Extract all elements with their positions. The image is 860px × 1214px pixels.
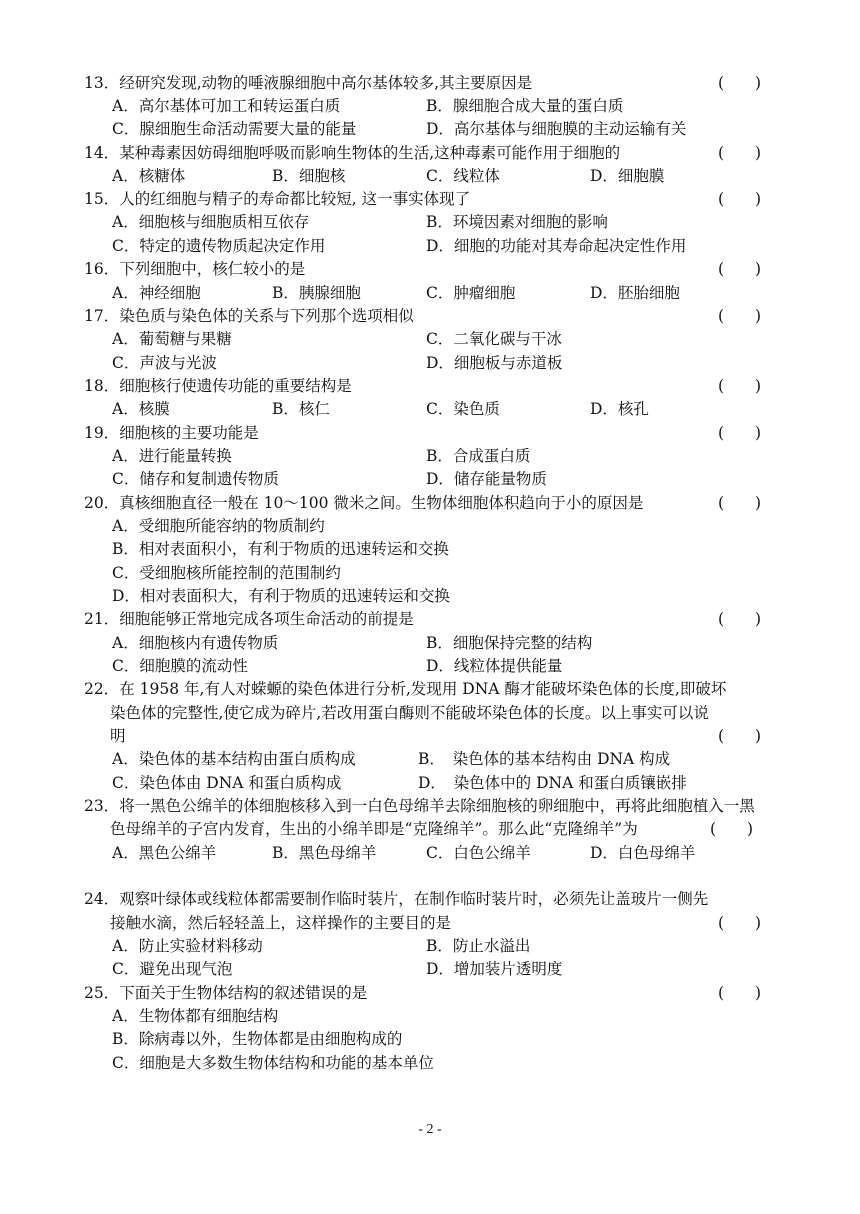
option-c: C．肿瘤细胞	[426, 284, 516, 302]
option-b: B．细胞核	[272, 167, 346, 185]
question-22-line-1: 22．在 1958 年,有人对蝾螈的染色体进行分析,发现用 DNA 酶才能破坏染色体的长度,即破坏	[84, 680, 727, 698]
option-a: A．防止实验材料移动	[112, 937, 263, 955]
option-b: B．防止水溢出	[426, 937, 531, 955]
question-20-stem: 20．真核细胞直径一般在 10～100 微米之间。生物体细胞体积趋向于小的原因是	[84, 494, 644, 512]
option-b: B． 染色体的基本结构由 DNA 构成	[418, 750, 671, 768]
option-b: B．胰腺细胞	[272, 284, 361, 302]
option-d: D．细胞膜	[590, 167, 665, 185]
question-13-stem: 13．经研究发现,动物的唾液腺细胞中高尔基体较多,其主要原因是	[84, 74, 533, 92]
option-b: B．合成蛋白质	[426, 447, 531, 465]
option-d: D．储存能量物质	[426, 470, 547, 488]
option-a: A．高尔基体可加工和转运蛋白质	[112, 97, 341, 115]
question-23-line-2: 色母绵羊的子宫内发育，生出的小绵羊即是“克隆绵羊”。那么此“克隆绵羊”为	[110, 820, 638, 838]
option-d: D．相对表面积大，有利于物质的迅速转运和交换	[112, 587, 450, 605]
option-b: B．环境因素对细胞的影响	[426, 213, 608, 231]
answer-bracket: ( )	[718, 494, 762, 512]
question-18-stem: 18．细胞核行使遗传功能的重要结构是	[84, 377, 352, 395]
option-b: B．除病毒以外，生物体都是由细胞构成的	[112, 1030, 403, 1048]
question-15-stem: 15．人的红细胞与精子的寿命都比较短, 这一事实体现了	[84, 190, 471, 208]
option-c: C．染色体由 DNA 和蛋白质构成	[112, 774, 342, 792]
option-a: A．进行能量转换	[112, 447, 232, 465]
answer-bracket: ( )	[718, 377, 762, 395]
question-23-line-1: 23．将一黑色公绵羊的体细胞核移入到一白色母绵羊去除细胞核的卵细胞中，再将此细胞植入一黑	[84, 797, 755, 815]
option-d: D．核孔	[590, 400, 649, 418]
option-a: A．受细胞所能容纳的物质制约	[112, 517, 325, 535]
answer-bracket: ( )	[718, 984, 762, 1002]
option-a: A．核糖体	[112, 167, 186, 185]
question-14-stem: 14．某种毒素因妨碍细胞呼吸而影响生物体的生活,这种毒素可能作用于细胞的	[84, 144, 621, 162]
option-c: C．避免出现气泡	[112, 960, 233, 978]
question-24-line-2: 接触水滴，然后轻轻盖上，这样操作的主要目的是	[110, 914, 452, 932]
answer-bracket: ( )	[718, 190, 762, 208]
option-a: A．细胞核与细胞质相互依存	[112, 213, 310, 231]
question-25-stem: 25．下面关于生物体结构的叙述错误的是	[84, 984, 368, 1002]
option-c: C．特定的遗传物质起决定作用	[112, 237, 326, 255]
option-a: A．染色体的基本结构由蛋白质构成	[112, 750, 356, 768]
answer-bracket: ( )	[710, 820, 754, 838]
page-number: - 2 -	[418, 1122, 442, 1137]
option-a: A．葡萄糖与果糖	[112, 330, 232, 348]
option-d: D．线粒体提供能量	[426, 657, 563, 675]
option-d: D．细胞板与赤道板	[426, 354, 563, 372]
option-c: C．腺细胞生命活动需要大量的能量	[112, 120, 357, 138]
option-a: A．神经细胞	[112, 284, 201, 302]
option-d: D．胚胎细胞	[590, 284, 680, 302]
answer-bracket: ( )	[718, 144, 762, 162]
option-d: D．高尔基体与细胞膜的主动运输有关	[426, 120, 687, 138]
answer-bracket: ( )	[718, 610, 762, 628]
question-24-line-1: 24．观察叶绿体或线粒体都需要制作临时装片，在制作临时装片时，必须先让盖玻片一侧先	[84, 890, 709, 908]
question-22-line-3: 明	[110, 727, 126, 745]
answer-bracket: ( )	[718, 424, 762, 442]
option-c: C．染色质	[426, 400, 500, 418]
option-d: D．细胞的功能对其寿命起决定性作用	[426, 237, 687, 255]
option-c: C．线粒体	[426, 167, 500, 185]
question-17-stem: 17．染色质与染色体的关系与下列那个选项相似	[84, 307, 414, 325]
question-19-stem: 19．细胞核的主要功能是	[84, 424, 259, 442]
option-c: C．细胞是大多数生物体结构和功能的基本单位	[112, 1054, 434, 1072]
answer-bracket: ( )	[718, 914, 762, 932]
option-b: B．黑色母绵羊	[272, 844, 377, 862]
option-a: A．黑色公绵羊	[112, 844, 217, 862]
option-c: C．储存和复制遗传物质	[112, 470, 279, 488]
answer-bracket: ( )	[718, 727, 762, 745]
option-c: C．细胞膜的流动性	[112, 657, 248, 675]
option-b: B．相对表面积小，有利于物质的迅速转运和交换	[112, 540, 449, 558]
question-16-stem: 16．下列细胞中，核仁较小的是	[84, 260, 306, 278]
option-b: C．二氧化碳与干冰	[426, 330, 562, 348]
question-22-line-2: 染色体的完整性,使它成为碎片,若改用蛋白酶则不能破坏染色体的长度。以上事实可以说	[110, 704, 709, 722]
option-d: D．白色母绵羊	[590, 844, 696, 862]
option-d: D． 染色体中的 DNA 和蛋白质镶嵌排	[418, 774, 687, 792]
option-a: A．生物体都有细胞结构	[112, 1007, 279, 1025]
answer-bracket: ( )	[718, 307, 762, 325]
option-c: C．白色公绵羊	[426, 844, 531, 862]
option-b: B．腺细胞合成大量的蛋白质	[426, 97, 624, 115]
answer-bracket: ( )	[718, 260, 762, 278]
option-b: B．细胞保持完整的结构	[426, 634, 593, 652]
option-d: D．增加装片透明度	[426, 960, 563, 978]
question-21-stem: 21．细胞能够正常地完成各项生命活动的前提是	[84, 610, 414, 628]
option-c: C．声波与光波	[112, 354, 217, 372]
option-c: C．受细胞核所能控制的范围制约	[112, 564, 341, 582]
answer-bracket: ( )	[718, 74, 762, 92]
option-b: B．核仁	[272, 400, 330, 418]
option-a: A．核膜	[112, 400, 170, 418]
option-a: A．细胞核内有遗传物质	[112, 634, 279, 652]
